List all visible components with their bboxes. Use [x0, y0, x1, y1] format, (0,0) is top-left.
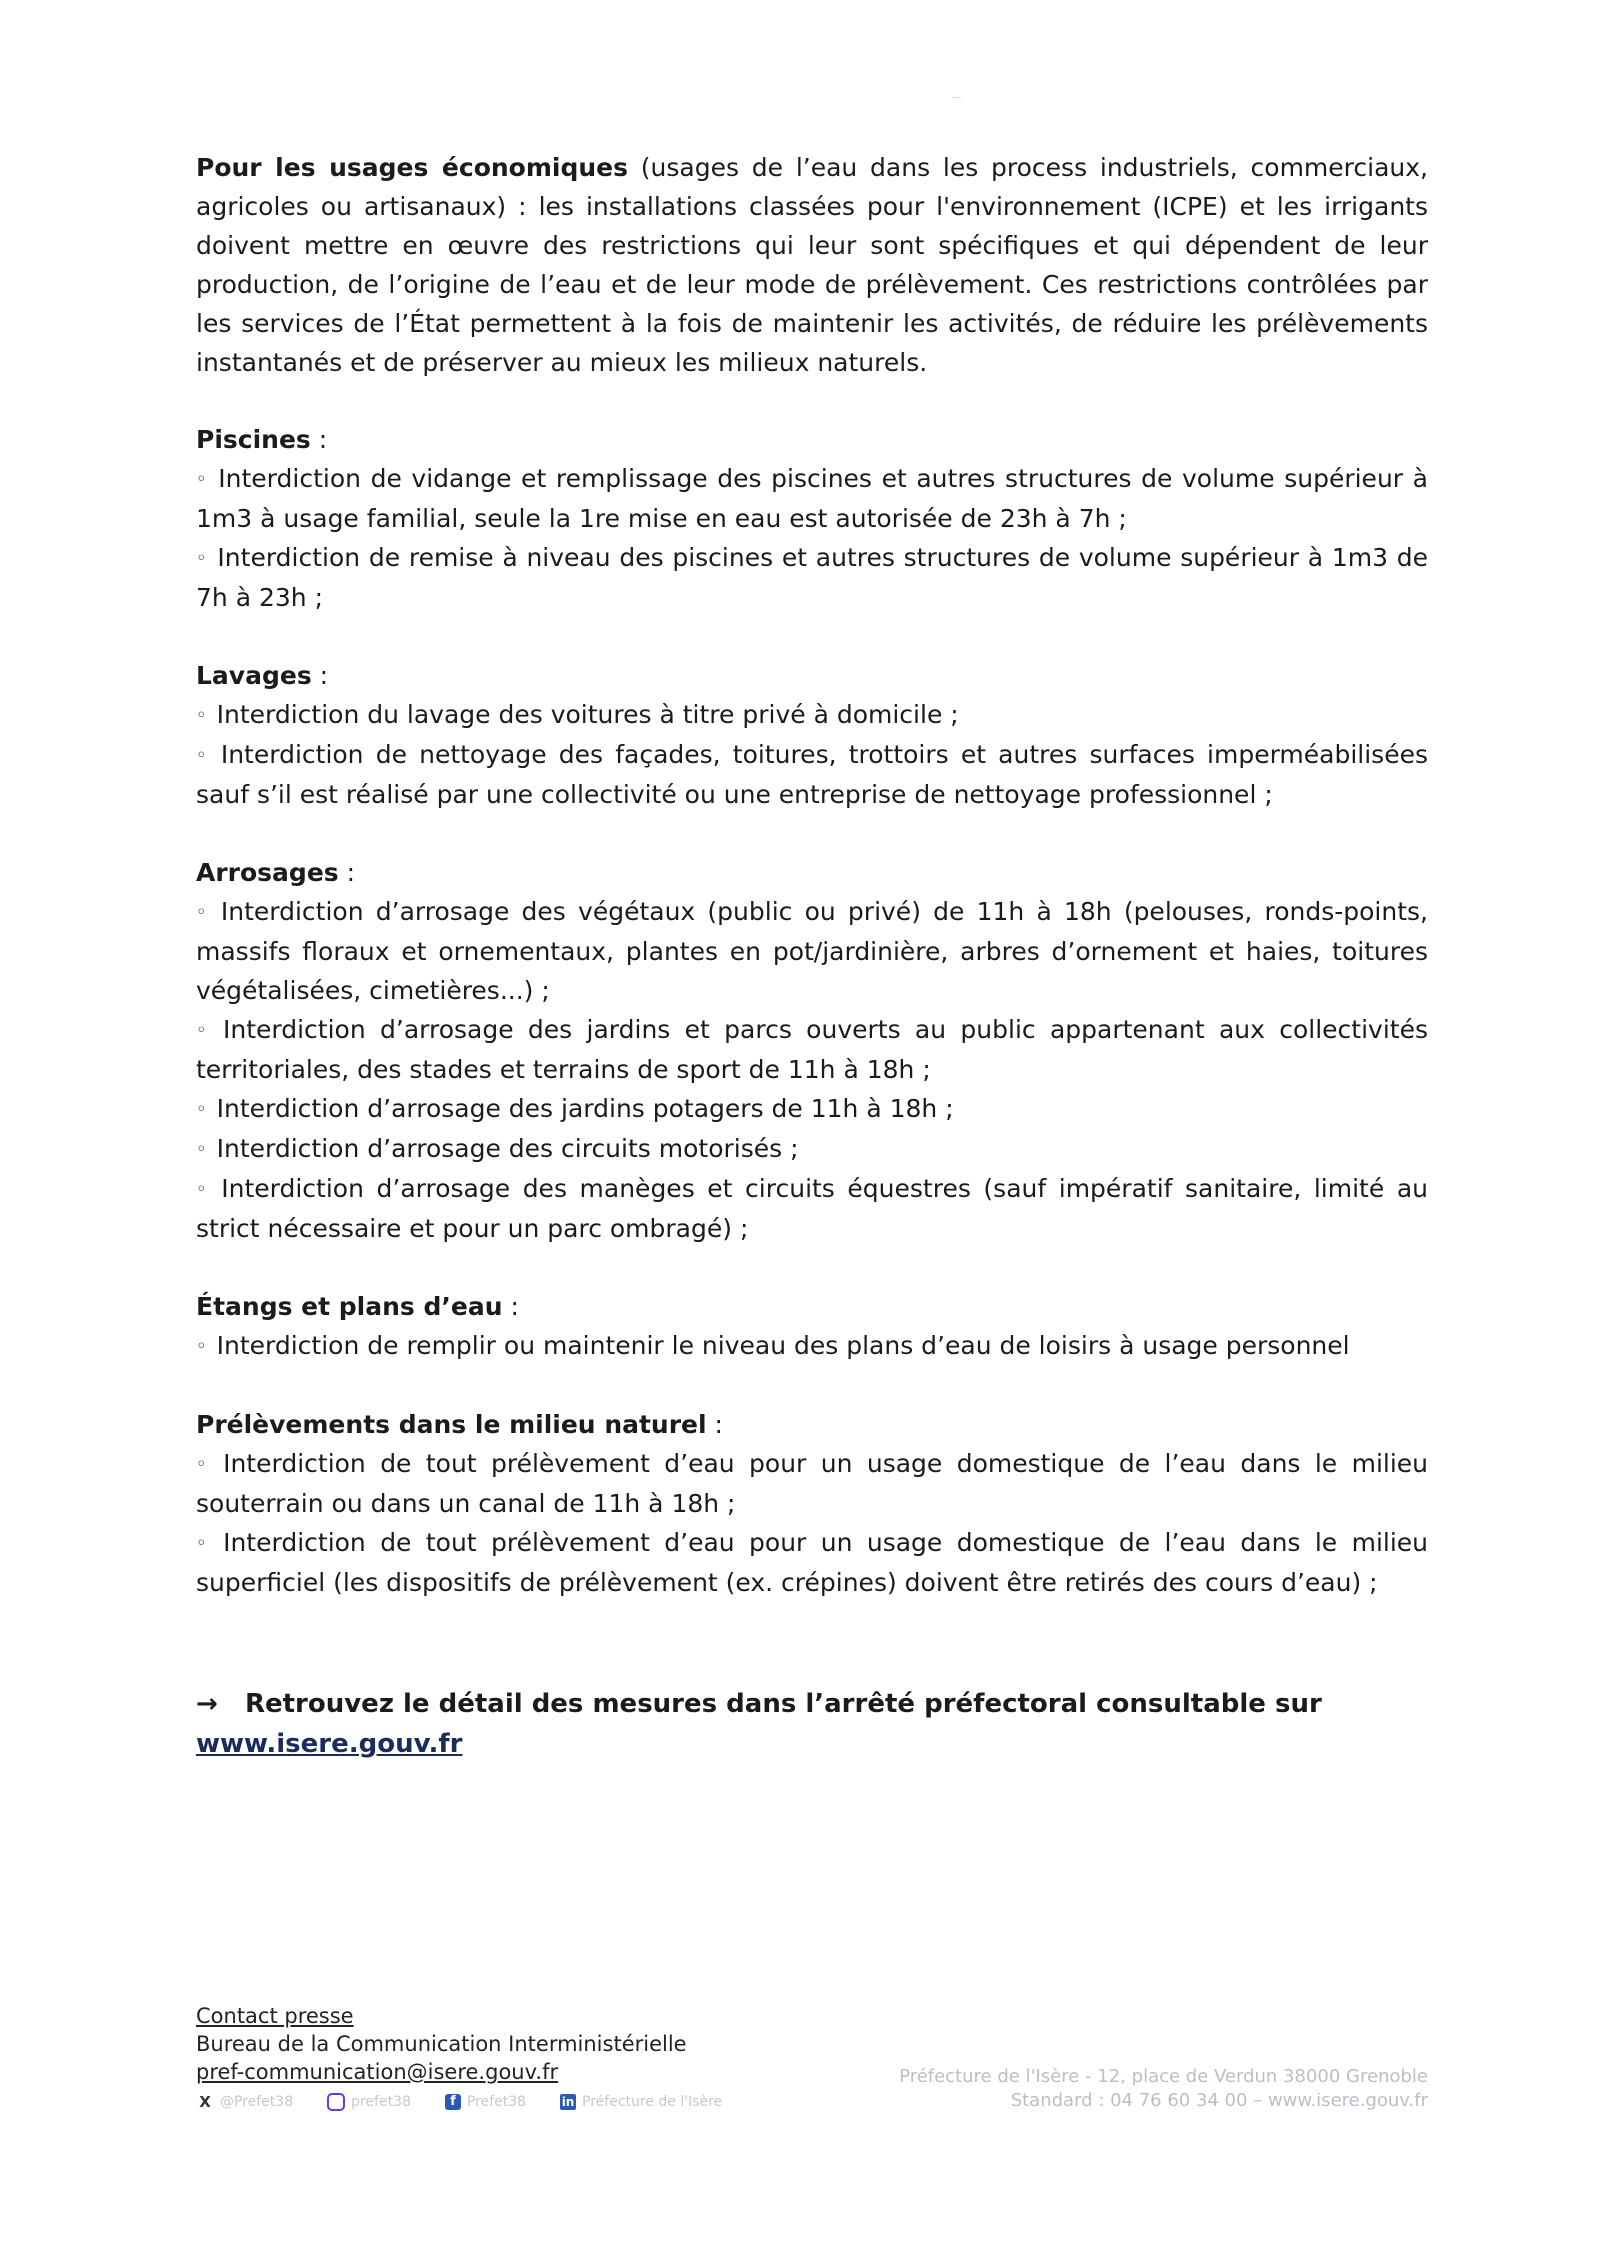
bullet-icon: ◦ [196, 902, 211, 923]
intro-paragraph [196, 148, 1428, 382]
section-piscines [196, 420, 1428, 617]
instagram-icon [327, 2093, 345, 2111]
bureau-name: Bureau de la Communication Interministérielle [196, 2032, 687, 2056]
document-body [196, 148, 1428, 1764]
list-item: ◦ Interdiction de remise à niveau des piscines et autres structures de volume supérieur à 1m3 de 7h à 23h ; [196, 543, 1429, 612]
facebook-icon: f [445, 2094, 461, 2110]
section-title: Prélèvements dans le milieu naturel : [196, 1410, 723, 1439]
list-item: ◦ Interdiction d’arrosage des circuits motorisés ; [196, 1134, 799, 1163]
bullet-icon: ◦ [196, 1139, 207, 1160]
cta-line [196, 1684, 1428, 1724]
social-instagram[interactable]: prefet38 [327, 2088, 411, 2116]
section-arrosages [196, 853, 1428, 1248]
social-linkedin[interactable]: in Préfecture de l'Isère [561, 2094, 723, 2110]
social-x[interactable]: X @Prefet38 [196, 2088, 293, 2116]
email-link[interactable]: pref-communication@isere.gouv.fr [196, 2060, 559, 2084]
bullet-icon: ◦ [196, 1179, 212, 1200]
section-prelevements [196, 1405, 1428, 1602]
section-title: Étangs et plans d’eau : [196, 1292, 519, 1321]
address-line: Préfecture de l'Isère - 12, place de Verdun 38000 Grenoble [899, 2066, 1428, 2087]
list-item: ◦ Interdiction de remplir ou maintenir le niveau des plans d’eau de loisirs à usage personnel [196, 1331, 1350, 1360]
arrow-icon: → [196, 1689, 218, 1719]
list-item: ◦ Interdiction de nettoyage des façades, toitures, trottoirs et autres surfaces imperméabilisées sauf s’il est réalisé par une collectivité ou une entreprise de nettoyage professionnel ; [196, 740, 1428, 809]
list-item: ◦ Interdiction d’arrosage des végétaux (public ou privé) de 11h à 18h (pelouses, ronds-points, massifs floraux et ornementaux, plantes en pot/jardinière, arbres d’ornement et haies, toitures végétalisées, cimetières...) ; [196, 897, 1428, 1005]
list-item: ◦ Interdiction d’arrosage des jardins potagers de 11h à 18h ; [196, 1094, 954, 1123]
bullet-icon: ◦ [196, 705, 207, 726]
bullet-icon: ◦ [196, 1020, 213, 1041]
x-icon: X [199, 2093, 211, 2111]
standard-line: Standard : 04 76 60 34 00 – www.isere.gouv.fr [1010, 2090, 1428, 2111]
linkedin-icon: in [561, 2095, 575, 2109]
contact-title: Contact presse [196, 2004, 354, 2028]
bullet-icon: ◦ [196, 1099, 207, 1120]
intro-bold-lead: Pour les usages économiques [196, 153, 629, 182]
list-item: ◦ Interdiction d’arrosage des manèges et circuits équestres (sauf impératif sanitaire, limité au strict nécessaire et pour un parc ombragé) ; [196, 1174, 1428, 1243]
section-lavages [196, 656, 1428, 814]
list-item: ◦ Interdiction de vidange et remplissage des piscines et autres structures de volume supérieur à 1m3 à usage familial, seule la 1re mise en eau est autorisée de 23h à 7h ; [196, 464, 1428, 533]
call-to-action [196, 1684, 1428, 1764]
bullet-icon: ◦ [196, 548, 208, 569]
bullet-icon: ◦ [196, 1454, 214, 1475]
section-title: Arrosages : [196, 858, 356, 887]
list-item: ◦ Interdiction de tout prélèvement d’eau pour un usage domestique de l’eau dans le milieu superficiel (les dispositifs de prélèvement (ex. crépines) doivent être retirés des cours d’eau) ; [196, 1528, 1429, 1597]
cta-text: Retrouvez le détail des mesures dans l’arrêté préfectoral consultable sur [244, 1689, 1322, 1719]
website-link[interactable]: www.isere.gouv.fr [196, 1729, 463, 1759]
bullet-icon: ◦ [196, 745, 211, 766]
bullet-icon: ◦ [196, 1336, 207, 1357]
intro-text: (usages de l’eau dans les process industriels, commerciaux, agricoles ou artisanaux) : les installations classées pour l'environnement (ICPE) et les irrigants doivent mettre en œuvre des restrictions qui leur sont spécifiques et qui dépendent de leur production, de l’origine de l’eau et de leur mode de prélèvement. Ces restrictions contrôlées par les services de l’État permettent à la fois de maintenir les activités, de réduire les prélèvements instantanés et de préserver au mieux les milieux naturels. [196, 153, 1428, 377]
bullet-icon: ◦ [196, 469, 209, 490]
bullet-icon: ◦ [196, 1533, 214, 1554]
section-title: Lavages : [196, 661, 329, 690]
section-etangs [196, 1287, 1428, 1366]
list-item: ◦ Interdiction du lavage des voitures à titre privé à domicile ; [196, 700, 959, 729]
press-contact [196, 2002, 722, 2116]
social-facebook[interactable]: f Prefet38 [445, 2088, 526, 2116]
list-item: ◦ Interdiction de tout prélèvement d’eau pour un usage domestique de l’eau dans le milieu souterrain ou dans un canal de 11h à 18h ; [196, 1449, 1429, 1518]
list-item: ◦ Interdiction d’arrosage des jardins et parcs ouverts au public appartenant aux collectivités territoriales, des stades et terrains de sport de 11h à 18h ; [196, 1015, 1428, 1084]
section-title: Piscines : [196, 425, 328, 454]
scan-mark [953, 97, 961, 98]
prefecture-address [899, 2065, 1428, 2113]
social-links [196, 2088, 722, 2116]
